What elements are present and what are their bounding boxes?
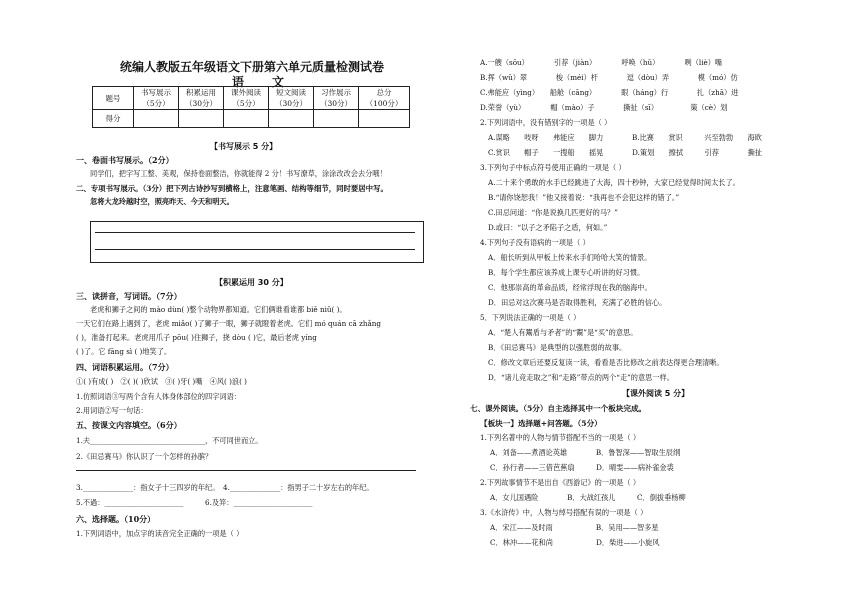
exam-title: 统编人教版五年级语文下册第六单元质量检测试卷 — [120, 60, 385, 74]
q3-line-4: ( )了。它 fāng sì ( )地笑了。 — [76, 347, 172, 356]
r-question: 4.下列句子没有语病的一项是（ ） — [480, 238, 590, 247]
score-col-total: 总分 （100分） — [359, 87, 410, 110]
score-cell[interactable] — [269, 110, 314, 128]
q4-line-2: 1.仿照词语③写两个含有人体身体部位的四字词语： — [76, 392, 241, 401]
q4-line-3: 2.用词语②写一句话： — [76, 406, 148, 415]
writing-line — [95, 232, 415, 233]
r-line: C.弗能应（yìng） 船舱（cāng） 眼（háng）行 扎（zhā）进 — [480, 88, 739, 97]
writing-line — [95, 249, 415, 250]
r-line: A．“楚人有鬻盾与矛者”的“鬻”是“买”的意思。 — [488, 328, 638, 337]
r-line: C．孙行者——三借芭蕉扇 D．晴雯——病补雀金裘 — [490, 463, 674, 472]
answer-line[interactable] — [76, 470, 416, 471]
r-line: C．修改文章后还要反复读一读，看看是否比修改之前表达得更合理清晰。 — [488, 358, 724, 367]
r-line: C．林冲——花和尚 D．柴进——小旋风 — [490, 538, 660, 547]
score-cell[interactable] — [179, 110, 224, 128]
score-cell[interactable] — [359, 110, 410, 128]
r-question: 5．下列说法正确的一项是（ ） — [480, 313, 581, 322]
r-line: D．田忌对这次赛马是否取得胜利，充满了必胜的信心。 — [488, 298, 667, 307]
r-line: B.“请你饶恕我！”他又接着说：“我再也不会犯这样的错了。” — [488, 193, 680, 202]
r-line: A.一艘（sōu） 引荐（jiàn） 呼唤（hǔ） 咧（liè）嘴 — [480, 58, 723, 67]
r-line: A．宋江——及时雨 B．吴用——智多星 — [490, 523, 659, 532]
r-line: D.荣誉（yù） 帽（mào）子 撕扯（sī） 策（cè）划 — [480, 103, 728, 112]
score-col-extra-reading: 课外阅读 （5分） — [224, 87, 269, 110]
q3-line-3: ( )，准备打起来。老虎用爪子 pōu( )住狮子，挠 dòu ( )它，最后老虎 yíng — [76, 333, 317, 342]
q5-line-4: 5.不過：______________________ 6.及笄：______________________ — [76, 498, 313, 507]
r-line: A．刘备——煮酒论英雄 B．鲁智深——智取生辰纲 — [490, 448, 681, 457]
score-cell[interactable] — [134, 110, 179, 128]
r-line: D.或曰：“以子之矛陷子之盾，何如。” — [488, 223, 608, 232]
r-line: A.谋略 吱呀 弗能应 脚力 B.比赛 赏识 兴至勃勃 海欧 — [488, 133, 762, 142]
r-line: C.田忌问道：“你是说换几匹更好的马？” — [488, 208, 618, 217]
q6-line-1: 1.下列词语中，加点字的读音完全正确的一项是（ ） — [76, 529, 244, 538]
score-col-reading: 短文阅读 （30分） — [269, 87, 314, 110]
question-4: 四、词语积累运用。（7分） — [76, 362, 174, 372]
q3-line-2: 一天它们在路上遇到了，老虎 miǎo( )了狮子一眼，狮子就瞪着老虎。它们 mó quán cā zhǎng — [76, 319, 382, 328]
r-line: A．女儿国遇险 B．大战红孩儿 C．倒拔垂杨柳 — [490, 493, 686, 502]
question-6: 六、选择题。（10分） — [76, 514, 156, 524]
section-accum-heading: 【积累运用 30 分】 — [215, 278, 288, 287]
r-line: D．“诸儿竞走取之”和“走路”带点的两个“走”的意思一样。 — [488, 373, 674, 382]
r-question: 2.下列词语中，没有错别字的一项是（ ） — [480, 118, 612, 127]
r-line: B．《田忌赛马》是典型的以强胜弱的故事。 — [488, 343, 627, 352]
score-row-label: 得分 — [93, 110, 134, 128]
q5-line-1: 1.夫________________________________，不可同世而立。 — [76, 436, 263, 445]
r-line: B.挥（wǔ）翠 梭（méi）杆 逗（dòu）弄 模（mó）仿 — [480, 73, 738, 82]
q3-line-1: 老虎和狮子之间的 mào dùn( )整个动物界都知道。它们俩谁看谁都 biě niǔ( )。 — [90, 305, 347, 314]
subject-title: 语 文 — [232, 75, 293, 89]
question-3: 三、读拼音，写词语。（7分） — [76, 291, 182, 301]
r-line: B．每个学生都应该养成上课专心听讲的好习惯。 — [488, 268, 645, 277]
question-1-text: 同学们，把字写工整、美观，保持卷面整洁，你就能得 2 分！书写潦草，涂涂改改会去分哦！ — [90, 169, 387, 178]
block-1-heading: 【板块一】选择题+问答题。（5分） — [480, 419, 602, 428]
r-line: C.赏识 帽子 一搜船 摇晃 D.策划 擦拭 引荐 撕扯 — [488, 148, 763, 157]
r-line: A.二十来个勇敢的水手已经跳进了大海，四十秒钟，大家已经觉得时间太长了。 — [488, 178, 740, 187]
r-line: A．船长听到从甲板上传来水手们哈哈大笑的情景。 — [488, 253, 652, 262]
question-2-text: 忽将大龙玲越时空，照亮昨天、今天和明天。 — [90, 197, 234, 206]
score-col-writing: 书写展示 （5分） — [134, 87, 179, 110]
q4-line-1: ①( )有成( ) ②( )( )欣试 ③( )牙( )嘴 ④风( )浪( ) — [76, 377, 247, 386]
q5-line-3: 3.______________：指女子十三四岁的年纪。 4.______________：指男子二十岁左右的年纪。 — [76, 483, 374, 492]
score-col-label: 题号 — [93, 87, 134, 110]
writing-box[interactable] — [90, 221, 424, 263]
r-question: 1.下列名著中的人物与情节搭配不当的一项是（ ） — [480, 433, 641, 442]
question-7: 七、课外阅读。（5分）自主选择其中一个板块完成。 — [470, 404, 647, 413]
r-question: 2.下列故事情节不是出自《西游记》的一项是（ ） — [480, 478, 641, 487]
score-table — [92, 86, 410, 128]
question-2: 二、专项书写展示。（3分）把下列古诗抄写到横格上，注意笔画、结构等细节，同时要居中写。 — [76, 184, 388, 193]
section-writing-heading: 【书写展示 5 分】 — [210, 142, 278, 151]
section-reading-heading: 【课外阅读 5 分】 — [622, 389, 690, 398]
r-question: 3.《水浒传》中，人物与绰号搭配有误的一项是（ ） — [480, 508, 648, 517]
q5-line-2: 2.《田忌赛马》你认识了一个怎样的孙膑？ — [76, 452, 213, 461]
r-line: C．他那崇高的革命品质，经常浮现在我的脑海中。 — [488, 283, 652, 292]
score-cell[interactable] — [224, 110, 269, 128]
score-col-essay: 习作展示 （30分） — [314, 87, 359, 110]
score-cell[interactable] — [314, 110, 359, 128]
question-1: 一、卷面书写展示。（2分） — [76, 155, 174, 165]
score-col-accum: 积累运用 （30分） — [179, 87, 224, 110]
question-5: 五、按课文内容填空。（6分） — [76, 420, 182, 430]
r-question: 3.下列句子中标点符号使用正确的一项是（ ） — [480, 163, 626, 172]
